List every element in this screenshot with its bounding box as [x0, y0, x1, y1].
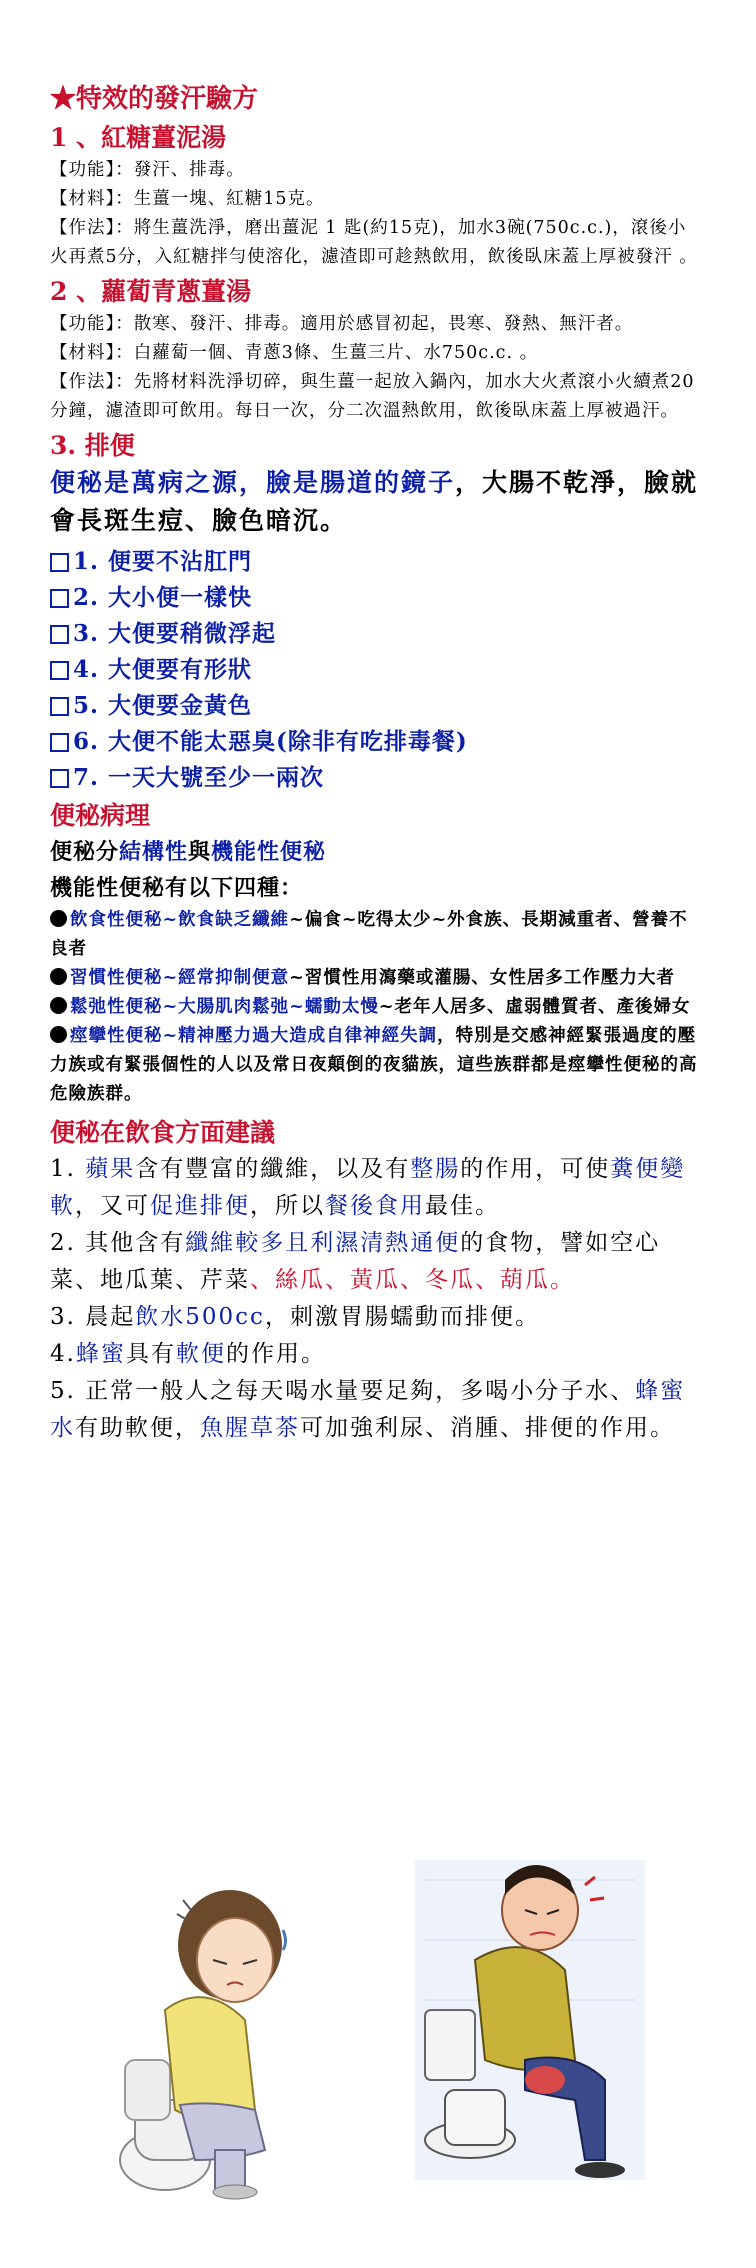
diet-heading: 便秘在飲食方面建議: [50, 1118, 276, 1147]
intro-rest: ，大腸不乾淨，臉就會長斑生痘、臉色暗沉。: [50, 468, 699, 535]
checkbox-icon[interactable]: [50, 661, 69, 680]
checklist-item[interactable]: 3. 大便要稍微浮起: [50, 616, 700, 652]
checklist-item[interactable]: 7. 一天大號至少一兩次: [50, 760, 700, 796]
checkbox-icon[interactable]: [50, 697, 69, 716]
recipe2-method: 【作法】：先將材料洗淨切碎，與生薑一起放入鍋內，加水大火煮滾小火續煮20分鐘，濾渣即可飲用。每日一次，分二次溫熱飲用，飲後臥床蓋上厚被過汗。: [50, 372, 695, 421]
pathology-line1: 便秘分結構性與機能性便秘: [50, 839, 327, 865]
checklist-item[interactable]: 1. 便要不沾肛門: [50, 544, 700, 580]
recipe1-function: 【功能】：發汗、排毒。: [50, 160, 245, 180]
checkbox-icon[interactable]: [50, 625, 69, 644]
bullet-icon: [50, 997, 67, 1014]
checklist-item[interactable]: 6. 大便不能太惡臭(除非有吃排毒餐): [50, 724, 700, 760]
diet-item-2: 2. 其他含有纖維較多且利濕清熱通便的食物，譬如空心菜、地瓜葉、芹菜、絲瓜、黃瓜、冬瓜、葫瓜。: [50, 1230, 661, 1293]
bullet-icon: [50, 968, 67, 985]
bullet-icon: [50, 1026, 67, 1043]
diet-item-4: 4.蜂蜜具有軟便的作用。: [50, 1341, 326, 1367]
bullet-icon: [50, 910, 67, 927]
stool-checklist: [50, 544, 700, 796]
section3-intro: [50, 464, 700, 540]
recipe2-heading: 2 、蘿蔔青蔥薑湯: [50, 277, 252, 306]
recipe1-ingredients: 【材料】：生薑一塊、紅糖15克。: [50, 189, 325, 209]
checkbox-icon[interactable]: [50, 553, 69, 572]
checklist-item[interactable]: 2. 大小便一樣快: [50, 580, 700, 616]
constipation-type: 鬆弛性便秘~大腸肌肉鬆弛~蠕動太慢~老年人居多、虛弱體質者、產後婦女: [50, 993, 700, 1022]
man-on-toilet-illustration: [405, 1840, 655, 2200]
recipe1-heading: 1 、紅糖薑泥湯: [50, 123, 227, 152]
checkbox-icon[interactable]: [50, 733, 69, 752]
diet-item-1: 1. 蘋果含有豐富的纖維，以及有整腸的作用，可使糞便變軟，又可促進排便，所以餐後食用最佳。: [50, 1156, 686, 1219]
pathology-line2: 機能性便秘有以下四種：: [50, 875, 304, 901]
article: [50, 80, 700, 1447]
pathology-heading: 便秘病理: [50, 801, 151, 830]
diet-item-3: 3. 晨起飲水500cc，刺激胃腸蠕動而排便。: [50, 1304, 540, 1330]
constipation-type: 習慣性便秘~經常抑制便意~習慣性用瀉藥或灌腸、女性居多工作壓力大者: [50, 964, 700, 993]
recipe2-ingredients: 【材料】：白蘿蔔一個、青蔥3條、生薑三片、水750c.c. 。: [50, 343, 539, 363]
page-title: ★特效的發汗驗方: [50, 84, 259, 114]
intro-highlight: 便秘是萬病之源，臉是腸道的鏡子: [50, 468, 456, 497]
constipation-type: 痙攣性便秘~精神壓力過大造成自律神經失調，特別是交感神經緊張過度的壓力族或有緊張個性的人以及常日夜顛倒的夜貓族，這些族群都是痙攣性便秘的高危險族群。: [50, 1026, 698, 1104]
checkbox-icon[interactable]: [50, 589, 69, 608]
diet-item-5: 5. 正常一般人之每天喝水量要足夠，多喝小分子水、蜂蜜水有助軟便，魚腥草茶可加強利尿、消腫、排便的作用。: [50, 1378, 686, 1441]
constipation-type: 飲食性便秘~飲食缺乏纖維~偏食~吃得太少~外食族、長期減重者、營養不良者: [50, 910, 688, 959]
section3-heading: 3. 排便: [50, 431, 135, 460]
checklist-item[interactable]: 5. 大便要金黃色: [50, 688, 700, 724]
recipe1-method: 【作法】：將生薑洗淨，磨出薑泥 1 匙(約15克)，加水3碗(750c.c.)，滾後小火再煮5分，入紅糖拌勻使溶化，濾渣即可趁熱飲用，飲後臥床蓋上厚被發汗 。: [50, 218, 698, 267]
checklist-item[interactable]: 4. 大便要有形狀: [50, 652, 700, 688]
woman-on-toilet-illustration: [95, 1860, 335, 2200]
recipe2-function: 【功能】：散寒、發汗、排毒。適用於感冒初起，畏寒、發熱、無汗者。: [50, 314, 634, 334]
checkbox-icon[interactable]: [50, 769, 69, 788]
